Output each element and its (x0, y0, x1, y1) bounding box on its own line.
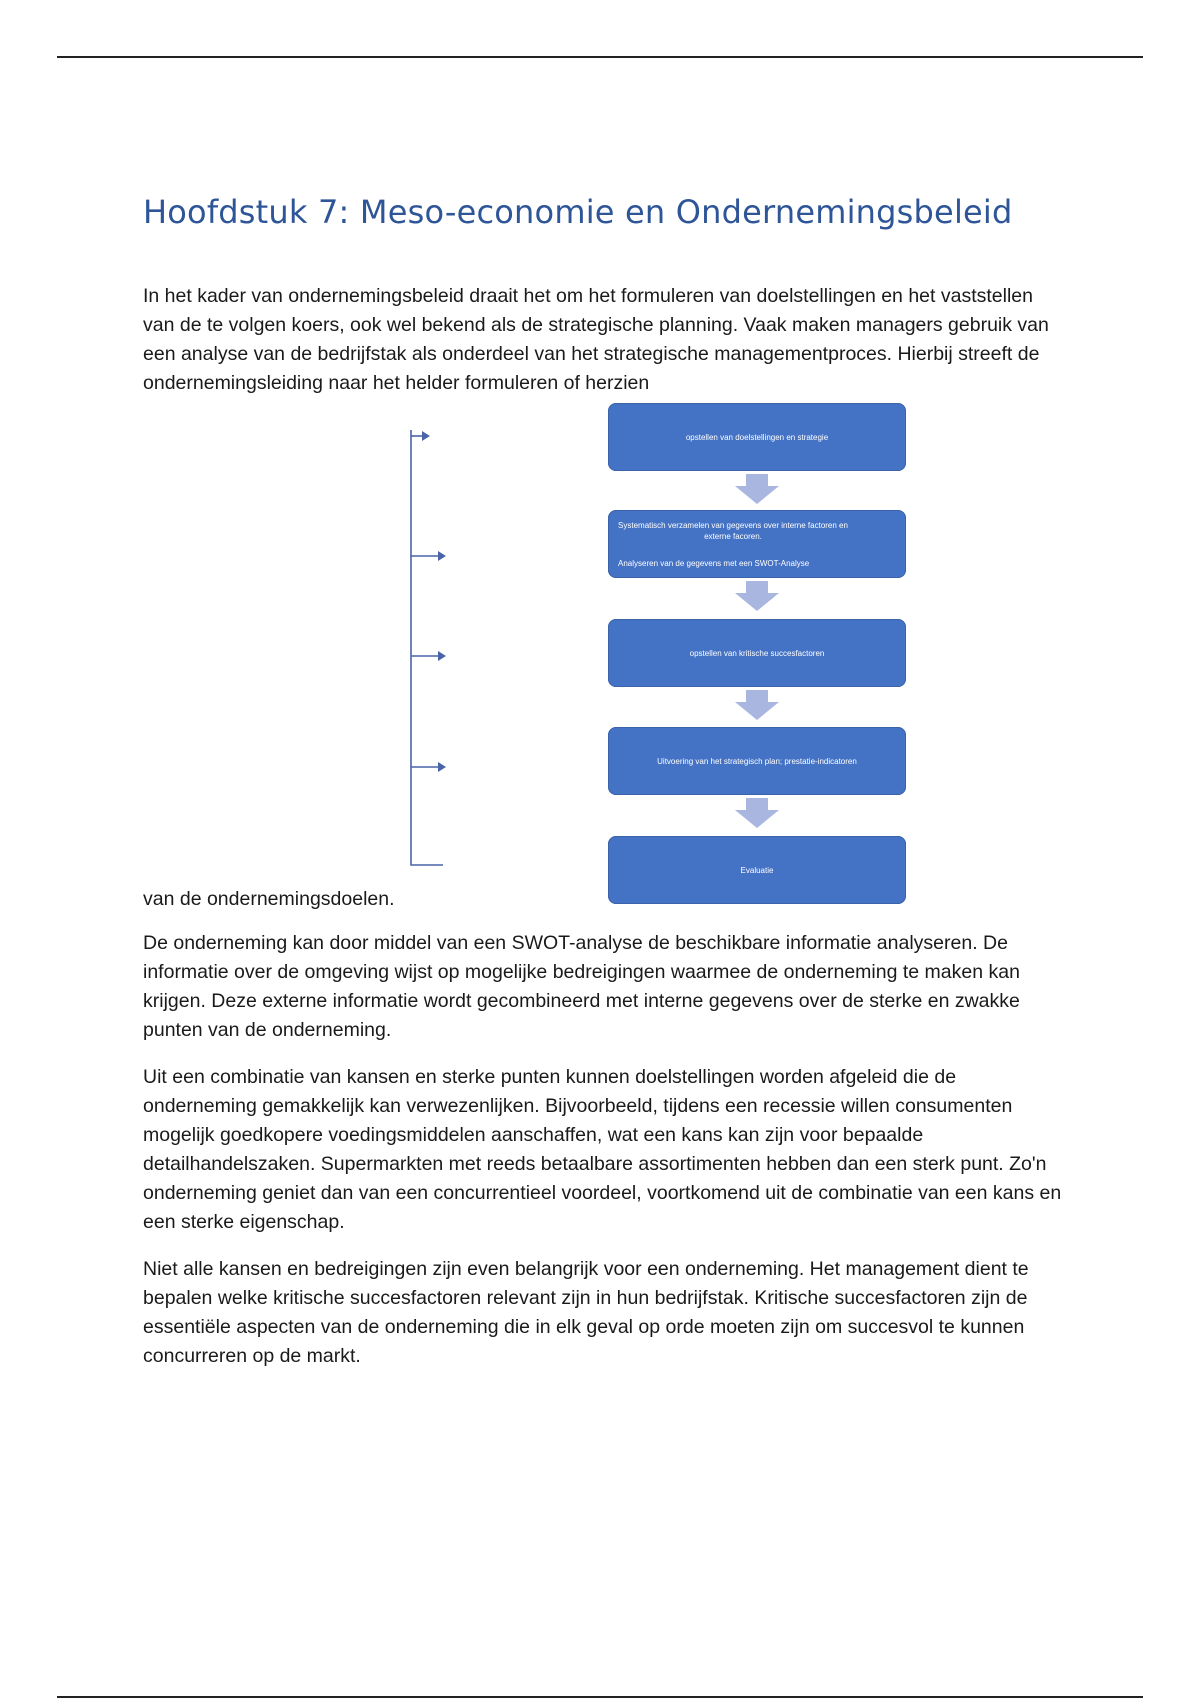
paragraph-intro-end: van de ondernemingsdoelen. (143, 888, 395, 910)
flow-step-label: Systematisch verzamelen van gegevens over interne factoren en externe facoren. (618, 520, 848, 541)
footer-rule (57, 1696, 1143, 1698)
flow-step-execution (608, 727, 906, 795)
flow-step-data-collection (608, 510, 906, 578)
arrow-head-1 (422, 431, 430, 441)
header-rule (57, 56, 1143, 58)
down-arrow-icon (735, 690, 779, 720)
down-arrow-icon (735, 798, 779, 828)
page-title: Hoofdstuk 7: Meso-economie en Ondernemingsbeleid (143, 193, 1013, 231)
flow-step-label: Analyseren van de gegevens met een SWOT-Analyse (618, 558, 810, 568)
feedback-bracket (400, 425, 460, 875)
arrow-head-3 (438, 651, 446, 661)
flow-step-label: opstellen van kritische succesfactoren (689, 648, 825, 658)
arrow-head-2 (438, 551, 446, 561)
paragraph-intro: In het kader van ondernemingsbeleid draait het om het formuleren van doelstellingen en het vaststellen van de te volgen koers, ook wel bekend als de strategische planning. Vaak maken managers gebruik van een analyse van de bedrijfstak als onderdeel van het strategische managementproces. Hierbij streeft de ondernemingsleiding naar het helder formuleren of herzien (143, 285, 1049, 394)
flow-step-label: Evaluatie (740, 865, 774, 875)
flow-step-objectives (608, 403, 906, 471)
flow-step-label: Uitvoering van het strategisch plan; prestatie-indicatoren (657, 756, 857, 766)
down-arrow-icon (735, 581, 779, 611)
paragraph-opportunities: Uit een combinatie van kansen en sterke punten kunnen doelstellingen worden afgeleid die de onderneming gemakkelijk kan verwezenlijken. Bijvoorbeeld, tijdens een recessie willen consumenten mogelijk goedkopere voedingsmiddelen aanschaffen, wat een kans kan zijn voor bepaalde detailhandelszaken. Supermarkten met reeds betaalbare assortimenten hebben dan een sterk punt. Zo'n onderneming geniet dan van een concurrentieel voordeel, voortkomend uit de combinatie van een kans en een sterke eigenschap. (143, 1066, 1062, 1233)
flow-step-success-factors (608, 619, 906, 687)
paragraph-success-factors: Niet alle kansen en bedreigingen zijn even belangrijk voor een onderneming. Het management dient te bepalen welke kritische succesfactoren relevant zijn in hun bedrijfstak. Kritische succesfactoren zijn de essentiële aspecten van de onderneming die in elk geval op orde moeten zijn om succesvol te kunnen concurreren op de markt. (143, 1258, 1029, 1367)
flow-step-label: opstellen van doelstellingen en strategie (685, 432, 829, 442)
arrow-head-4 (438, 762, 446, 772)
paragraph-swot: De onderneming kan door middel van een SWOT-analyse de beschikbare informatie analyseren. De informatie over de omgeving wijst op mogelijke bedreigingen waarmee de onderneming te maken kan krijgen. Deze externe informatie wordt gecombineerd met interne gegevens over de sterke en zwakke punten van de onderneming. (143, 932, 1020, 1041)
down-arrow-icon (735, 474, 779, 504)
